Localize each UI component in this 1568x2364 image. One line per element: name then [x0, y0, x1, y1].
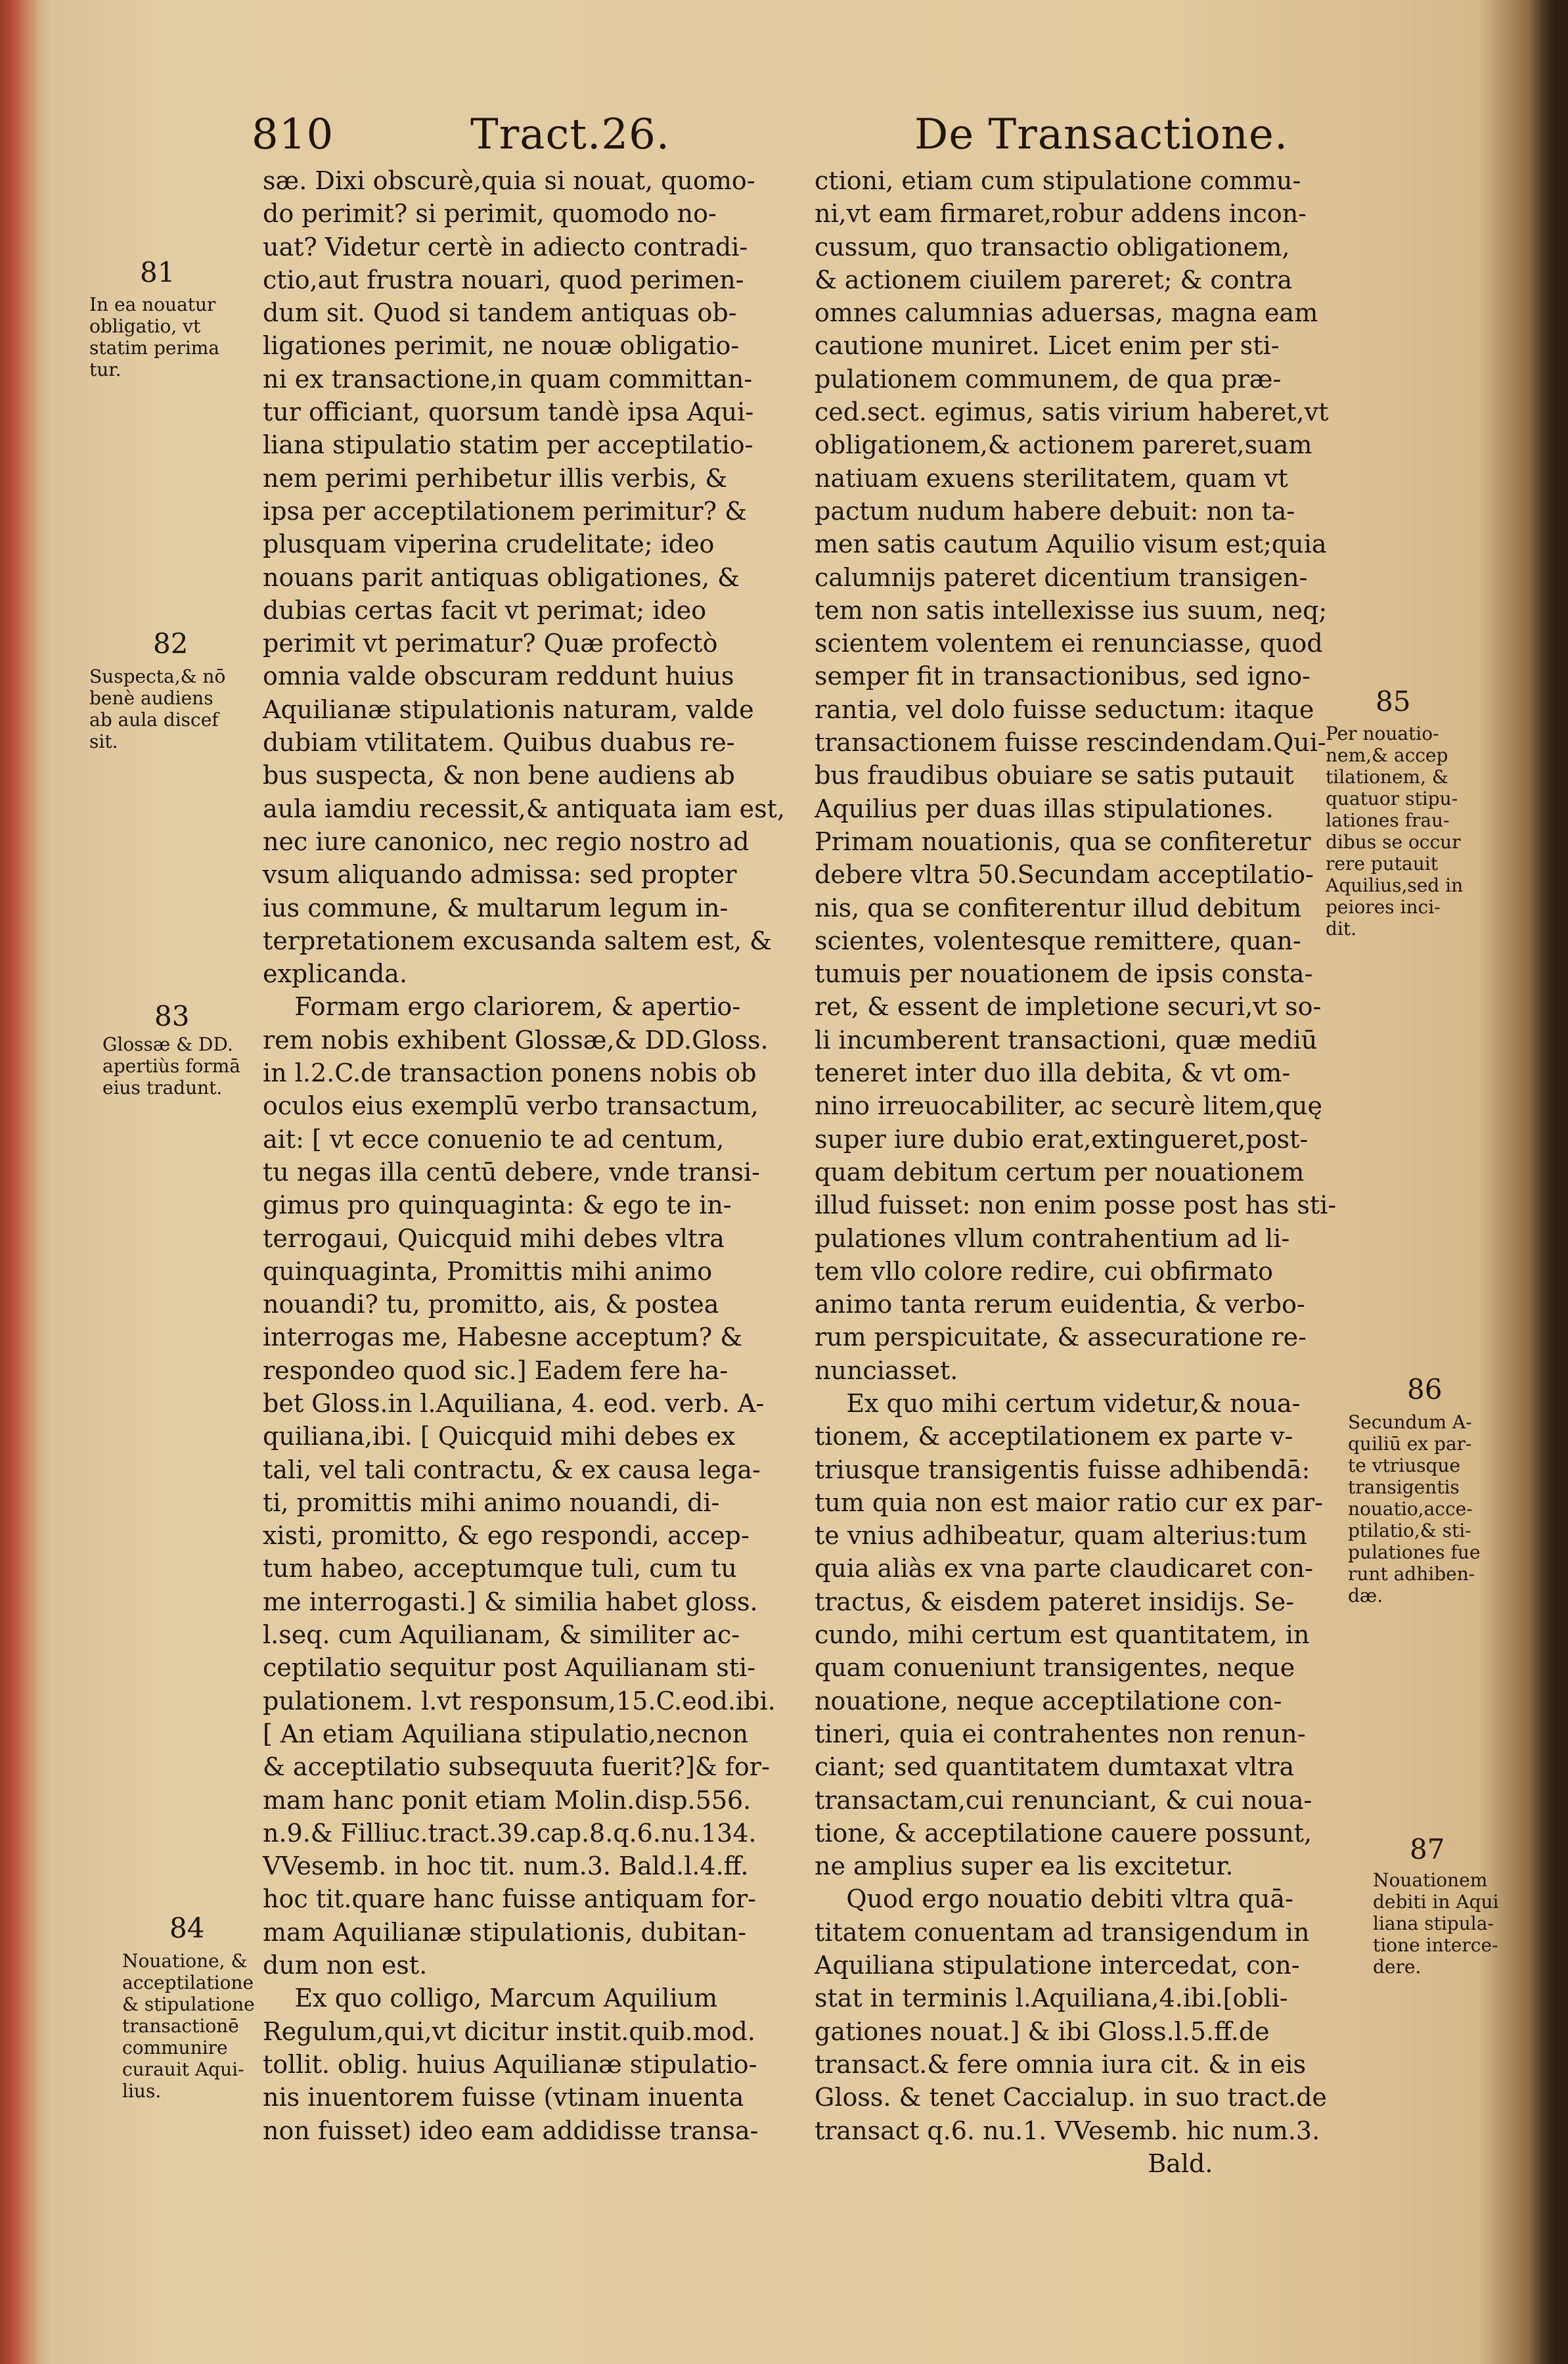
text-line: oculos eius exemplū verbo transactum, — [263, 1091, 759, 1121]
text-line: ctio,aut frustra nouari, quod perimen- — [263, 265, 744, 294]
text-line: VVesemb. in hoc tit. num.3. Bald.l.4.ff. — [263, 1852, 749, 1881]
text-line: Primam nouationis, qua se confiteretur — [815, 827, 1311, 856]
margin-note-line: Suspecta,& nō — [89, 666, 226, 687]
margin-note-line: tur. — [89, 359, 122, 380]
text-line: tionem, & acceptilationem ex parte v- — [815, 1422, 1293, 1451]
text-line: dum non est. — [263, 1951, 428, 1980]
margin-note-line: curauit Aqui- — [122, 2058, 244, 2080]
text-line: quam debitum certum per nouationem — [815, 1157, 1305, 1187]
text-line: ti, promittis mihi animo nouandi, di- — [263, 1488, 720, 1517]
text-line: omnia valde obscuram reddunt huius — [263, 662, 734, 691]
text-line: plusquam viperina crudelitate; ideo — [263, 530, 715, 559]
margin-note-line: & stipulatione — [122, 1993, 255, 2015]
text-line: Aquilianæ stipulationis naturam, valde — [263, 694, 754, 724]
text-line: nem perimi perhibetur illis verbis, & — [263, 463, 728, 493]
text-line: pulationem. l.vt responsum,15.C.eod.ibi. — [263, 1686, 776, 1716]
margin-note-85 — [1326, 723, 1463, 940]
text-line: cussum, quo transactio obligationem, — [815, 232, 1290, 261]
text-line: interrogas me, Habesne acceptum? & — [263, 1323, 743, 1352]
text-line: ceptilatio sequitur post Aquilianam sti- — [263, 1653, 756, 1683]
text-line: tineri, quia ei contrahentes non renun- — [815, 1719, 1306, 1748]
margin-note-86-number: 86 — [1407, 1373, 1443, 1405]
text-line: tali, vel tali contractu, & ex causa lega- — [263, 1455, 761, 1484]
margin-note-line: rere putauit — [1326, 853, 1438, 875]
text-line: quam conueniunt transigentes, neque — [815, 1653, 1295, 1683]
margin-note-line: lationes frau- — [1326, 809, 1450, 831]
text-line: semper fit in transactionibus, sed igno- — [815, 662, 1310, 691]
text-line: gimus pro quinquaginta: & ego te in- — [263, 1191, 732, 1220]
text-line: men satis cautum Aquilio visum est;quia — [815, 530, 1327, 559]
text-line: in l.2.C.de transaction ponens nobis ob — [263, 1058, 757, 1088]
text-line: nouandi? tu, promitto, ais, & postea — [263, 1290, 719, 1319]
text-line: nouatione, neque acceptilatione con- — [815, 1686, 1282, 1716]
text-line: do perimit? si perimit, quomodo no- — [263, 199, 717, 229]
text-line: ced.sect. egimus, satis virium haberet,vt — [815, 398, 1329, 427]
margin-note-line: nem,& accep — [1326, 744, 1448, 766]
text-line: rem nobis exhibent Glossæ,& DD.Gloss. — [263, 1025, 769, 1055]
margin-note-line: Nouatione, & — [122, 1950, 248, 1972]
margin-note-line: apertiùs formā — [102, 1055, 240, 1077]
text-line: omnes calumnias aduersas, magna eam — [815, 298, 1318, 328]
text-line: ni,vt eam firmaret,robur addens incon- — [815, 199, 1307, 229]
text-line: nunciasset. — [815, 1355, 958, 1385]
text-line: bet Gloss.in l.Aquiliana, 4. eod. verb. A- — [263, 1388, 765, 1418]
text-line: ni ex transactione,in quam committan- — [263, 364, 753, 394]
margin-note-82 — [89, 666, 225, 752]
left-text-column — [263, 164, 785, 2147]
text-line: xisti, promitto, & ego respondi, accep- — [263, 1521, 750, 1551]
text-line: mam hanc ponit etiam Molin.disp.556. — [263, 1785, 751, 1815]
text-line: aula iamdiu recessit,& antiquata iam est, — [263, 794, 785, 823]
margin-note-line: dere. — [1373, 1956, 1422, 1978]
text-line: transact.& fere omnia iura cit. & in eis — [815, 2049, 1306, 2079]
text-line: cautione muniret. Licet enim per sti- — [815, 331, 1280, 361]
margin-note-line: tione interce- — [1373, 1934, 1498, 1956]
text-line: rantia, vel dolo fuisse seductum: itaque — [815, 694, 1314, 724]
text-line: pulationes vllum contrahentium ad li- — [815, 1223, 1290, 1253]
text-line: quia aliàs ex vna parte claudicaret con- — [815, 1554, 1313, 1583]
margin-note-87 — [1373, 1869, 1499, 1978]
page-shadow-edge — [1529, 0, 1568, 2364]
text-line: pactum nudum habere debuit: non ta- — [815, 496, 1295, 526]
margin-note-line: nouatio,acce- — [1348, 1498, 1473, 1520]
text-line: hoc tit.quare hanc fuisse antiquam for- — [263, 1884, 756, 1914]
right-text-column — [815, 164, 1336, 2180]
text-line: pulationem communem, de qua præ- — [815, 364, 1282, 394]
margin-note-line: transigentis — [1348, 1476, 1460, 1498]
text-line: quinquaginta, Promittis mihi animo — [263, 1256, 713, 1286]
text-line: vsum aliquando admissa: sed propter — [263, 860, 737, 890]
margin-note-line: obligatio, vt — [89, 315, 201, 337]
text-line: natiuam exuens sterilitatem, quam vt — [815, 463, 1288, 493]
margin-note-line: benè audiens — [89, 687, 213, 709]
margin-note-line: Secundum A- — [1348, 1411, 1472, 1433]
text-line: ciant; sed quantitatem dumtaxat vltra — [815, 1752, 1295, 1782]
text-line: Gloss. & tenet Caccialup. in suo tract.de — [815, 2083, 1327, 2112]
text-line: sæ. Dixi obscurè,quia si nouat, quomo- — [263, 166, 755, 195]
margin-note-line: peiores inci- — [1326, 896, 1441, 918]
text-line: nis, qua se confiterentur illud debitum — [815, 893, 1302, 922]
text-line: respondeo quod sic.] Eadem fere ha- — [263, 1355, 728, 1385]
margin-note-line: communire — [122, 2037, 228, 2058]
text-line: Formam ergo clariorem, & apertio- — [263, 992, 741, 1022]
margin-note-line: ptilatio,& sti- — [1348, 1520, 1471, 1541]
text-line: Aquilius per duas illas stipulationes. — [815, 794, 1274, 823]
section-title: De Transactione. — [914, 110, 1289, 159]
book-spine-edge — [0, 0, 38, 2364]
margin-note-line: dibus se occur — [1326, 831, 1461, 853]
text-line: bus suspecta, & non bene audiens ab — [263, 761, 735, 790]
margin-note-81 — [89, 294, 219, 380]
margin-note-83-number: 83 — [154, 1000, 190, 1032]
text-line: bus fraudibus obuiare se satis putauit — [815, 761, 1294, 790]
margin-note-82-number: 82 — [153, 627, 189, 660]
text-line: tumuis per nouationem de ipsis consta- — [815, 959, 1313, 989]
text-line: ne amplius super ea lis excitetur. — [815, 1852, 1234, 1881]
margin-note-line: acceptilatione — [122, 1972, 254, 1993]
margin-note-line: eius tradunt. — [102, 1077, 223, 1099]
text-line: mam Aquilianæ stipulationis, dubitan- — [263, 1917, 747, 1947]
text-line: teneret inter duo illa debita, & vt om- — [815, 1058, 1291, 1088]
margin-note-line: dit. — [1326, 918, 1357, 940]
text-line: tur officiant, quorsum tandè ipsa Aqui- — [263, 398, 754, 427]
text-line: uat? Videtur certè in adiecto contradi- — [263, 232, 748, 261]
margin-note-line: statim perima — [89, 337, 220, 359]
text-line: animo tanta rerum euidentia, & verbo- — [815, 1290, 1305, 1319]
text-line: l.seq. cum Aquilianam, & similiter ac- — [263, 1620, 740, 1650]
text-line: tum quia non est maior ratio cur ex par- — [815, 1488, 1323, 1517]
text-line: cundo, mihi certum est quantitatem, in — [815, 1620, 1310, 1650]
margin-note-84-number: 84 — [169, 1912, 205, 1944]
margin-note-83 — [102, 1034, 240, 1099]
margin-note-line: Nouationem — [1373, 1869, 1488, 1891]
text-line: nino irreuocabiliter, ac securè litem,quę — [815, 1091, 1322, 1121]
margin-note-85-number: 85 — [1376, 685, 1411, 717]
text-line: ipsa per acceptilationem perimitur? & — [263, 496, 747, 526]
text-line: Regulum,qui,vt dicitur instit.quib.mod. — [263, 2016, 755, 2046]
text-line: dum sit. Quod si tandem antiquas ob- — [263, 298, 737, 328]
text-line: transactionem fuisse rescindendam.Qui- — [815, 728, 1326, 758]
text-line: super iure dubio erat,extingueret,post- — [815, 1124, 1309, 1154]
text-line: transactam,cui renunciant, & cui noua- — [815, 1785, 1312, 1815]
text-line: te vnius adhibeatur, quam alterius:tum — [815, 1521, 1307, 1551]
margin-note-line: runt adhiben- — [1348, 1563, 1475, 1585]
text-line: perimit vt perimatur? Quæ profectò — [263, 629, 718, 658]
running-title: Tract.26. — [470, 110, 671, 159]
margin-note-line: quatuor stipu- — [1326, 788, 1458, 809]
margin-note-line: te vtriusque — [1348, 1455, 1461, 1476]
text-line: explicanda. — [263, 959, 408, 989]
text-line: li incumberent transactioni, quæ mediū — [815, 1025, 1318, 1055]
margin-note-line: quiliū ex par- — [1348, 1433, 1472, 1455]
text-line: gationes nouat.] & ibi Gloss.l.5.ff.de — [815, 2016, 1270, 2046]
margin-note-line: ab aula discef — [89, 709, 219, 731]
text-line: liana stipulatio statim per acceptilatio- — [263, 430, 753, 460]
text-line: n.9.& Filliuc.tract.39.cap.8.q.6.nu.134. — [263, 1818, 757, 1848]
text-line: quiliana,ibi. [ Quicquid mihi debes ex — [263, 1422, 736, 1451]
text-line: ret, & essent de impletione securi,vt so- — [815, 992, 1322, 1022]
text-line: obligationem,& actionem pareret,suam — [815, 430, 1312, 460]
text-line: nec iure canonico, nec regio nostro ad — [263, 827, 750, 856]
margin-note-line: liana stipula- — [1373, 1913, 1494, 1934]
text-line: debere vltra 50.Secundam acceptilatio- — [815, 860, 1314, 890]
text-line: tem non satis intellexisse ius suum, neq; — [815, 595, 1328, 625]
text-line: ctioni, etiam cum stipulatione commu- — [815, 166, 1301, 195]
text-line: Bald. — [815, 2148, 1213, 2178]
text-line: titatem conuentam ad transigendum in — [815, 1917, 1310, 1947]
margin-note-line: tilationem, & — [1326, 766, 1448, 788]
text-line: illud fuisset: non enim posse post has sti- — [815, 1191, 1337, 1220]
text-line: me interrogasti.] & similia habet gloss. — [263, 1587, 758, 1616]
text-line: tum habeo, acceptumque tuli, cum tu — [263, 1554, 737, 1583]
text-line: scientem volentem ei renunciasse, quod — [815, 629, 1323, 658]
page-number: 810 — [252, 110, 334, 159]
text-line: ligationes perimit, ne nouæ obligatio- — [263, 331, 740, 361]
text-line: tione, & acceptilatione cauere possunt, — [815, 1818, 1312, 1848]
text-line: ius commune, & multarum legum in- — [263, 893, 728, 922]
margin-note-line: Glossæ & DD. — [102, 1034, 233, 1055]
margin-note-line: Aquilius,sed in — [1326, 875, 1464, 896]
text-line: Ex quo colligo, Marcum Aquilium — [263, 1984, 718, 2013]
text-line: terrogaui, Quicquid mihi debes vltra — [263, 1223, 725, 1253]
margin-note-line: dæ. — [1348, 1585, 1383, 1606]
text-line: stat in terminis l.Aquiliana,4.ibi.[obli- — [815, 1984, 1288, 2013]
text-line: terpretationem excusanda saltem est, & — [263, 926, 772, 955]
margin-note-line: In ea nouatur — [89, 294, 216, 315]
text-line: tollit. oblig. huius Aquilianæ stipulatio- — [263, 2049, 757, 2079]
margin-note-line: transactionē — [122, 2015, 239, 2037]
margin-note-81-number: 81 — [140, 256, 175, 288]
text-line: nis inuentorem fuisse (vtinam inuenta — [263, 2083, 744, 2112]
text-line: dubiam vtilitatem. Quibus duabus re- — [263, 728, 735, 758]
margin-note-line: Per nouatio- — [1326, 723, 1439, 744]
text-line: tem vllo colore redire, cui obfirmato — [815, 1256, 1274, 1286]
margin-note-line: sit. — [89, 731, 118, 752]
text-line: Quod ergo nouatio debiti vltra quā- — [815, 1884, 1293, 1914]
text-line: & acceptilatio subsequuta fuerit?]& for- — [263, 1752, 770, 1782]
margin-note-86 — [1348, 1411, 1481, 1606]
text-line: non fuisset) ideo eam addidisse transa- — [263, 2116, 759, 2145]
text-line: Aquiliana stipulatione intercedat, con- — [815, 1951, 1300, 1980]
text-line: nouans parit antiquas obligationes, & — [263, 562, 740, 592]
text-line: tu negas illa centū debere, vnde transi- — [263, 1157, 760, 1187]
text-line: rum perspicuitate, & assecuratione re- — [815, 1323, 1307, 1352]
text-line: ait: [ vt ecce conuenio te ad centum, — [263, 1124, 725, 1154]
text-line: dubias certas facit vt perimat; ideo — [263, 595, 707, 625]
text-line: transact q.6. nu.1. VVesemb. hic num.3. — [815, 2116, 1320, 2145]
text-line: tractus, & eisdem pateret insidijs. Se- — [815, 1587, 1295, 1616]
margin-note-87-number: 87 — [1410, 1833, 1445, 1865]
margin-note-84 — [122, 1950, 255, 2102]
margin-note-line: lius. — [122, 2080, 162, 2102]
text-line: calumnijs pateret dicentium transigen- — [815, 562, 1308, 592]
text-line: & actionem ciuilem pareret; & contra — [815, 265, 1293, 294]
margin-note-line: pulationes fue — [1348, 1541, 1481, 1563]
text-line: scientes, volentesque remittere, quan- — [815, 926, 1301, 955]
text-line: [ An etiam Aquiliana stipulatio,necnon — [263, 1719, 749, 1748]
text-line: Ex quo mihi certum videtur,& noua- — [815, 1388, 1301, 1418]
text-line: triusque transigentis fuisse adhibendā: — [815, 1455, 1310, 1484]
margin-note-line: debiti in Aqui — [1373, 1891, 1499, 1913]
